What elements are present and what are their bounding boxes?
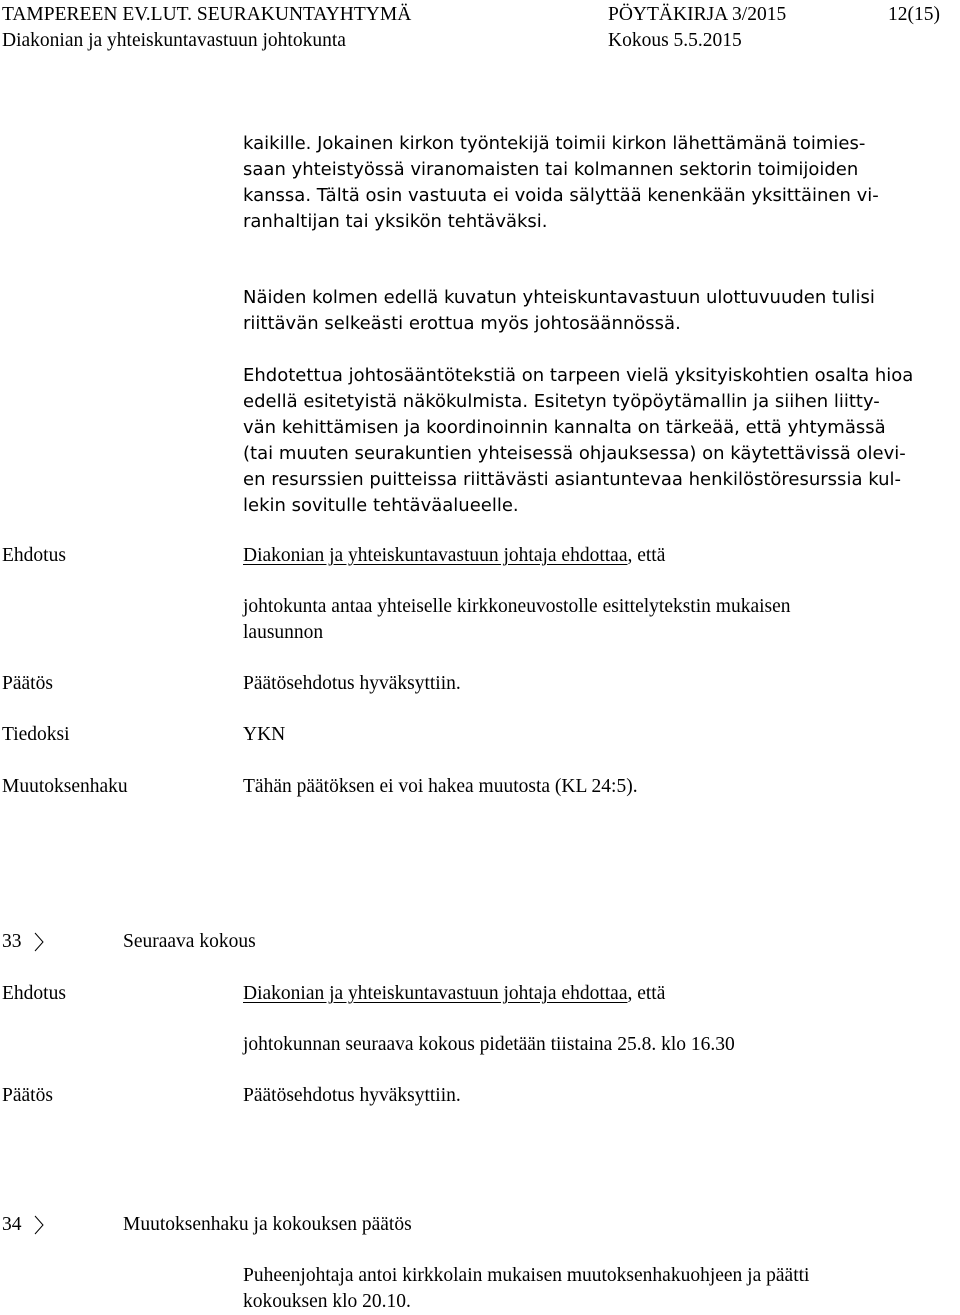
ehdotus-tail: , että — [627, 545, 666, 566]
header-org: TAMPEREEN EV.LUT. SEURAKUNTAYHTYMÄ — [2, 4, 412, 25]
section-34-title: Muutoksenhaku ja kokouksen päätös — [123, 1214, 412, 1235]
paatos-label: Päätös — [2, 673, 53, 694]
section-divider-icon — [32, 1212, 46, 1238]
paragraph-line: vän kehittämisen ja koordinoinnin kannalta on tärkeää, että yhtymässä — [243, 417, 886, 438]
proposal-line: lausunnon — [243, 622, 324, 643]
ehdotus-label: Ehdotus — [2, 545, 66, 566]
section-33-title: Seuraava kokous — [123, 931, 256, 952]
paragraph-line: (tai muuten seurakuntien yhteisessä ohjauksessa) on käytettävissä olevi- — [243, 443, 906, 464]
paatos-text: Päätösehdotus hyväksyttiin. — [243, 1085, 461, 1106]
ehdotus-label: Ehdotus — [2, 983, 66, 1004]
tiedoksi-text: YKN — [243, 724, 286, 745]
ehdotus-tail: , että — [627, 983, 666, 1004]
proposal-line: johtokunta antaa yhteiselle kirkkoneuvostolle esittelytekstin mukaisen — [243, 596, 791, 617]
paragraph-line: saan yhteistyössä viranomaisten tai kolmannen sektorin toimijoiden — [243, 159, 859, 180]
paragraph-3 — [243, 363, 923, 519]
muutoksenhaku-text: Tähän päätöksen ei voi hakea muutosta (KL 24:5). — [243, 776, 638, 797]
paatos-text: Päätösehdotus hyväksyttiin. — [243, 673, 461, 694]
closing-text — [243, 1263, 809, 1315]
header-board: Diakonian ja yhteiskuntavastuun johtokunta — [2, 30, 346, 51]
paragraph-line: en resurssien puitteissa riittävästi asiantuntevaa henkilöstöresurssia kul- — [243, 469, 901, 490]
paragraph-line: edellä esitetyistä näkökulmista. Esitetyn työpöytämallin ja siihen liitty- — [243, 391, 880, 412]
paragraph-1 — [243, 131, 923, 235]
paragraph-line: Ehdotettua johtosääntötekstiä on tarpeen vielä yksityiskohtien osalta hioa — [243, 365, 914, 386]
paragraph-line: lekin sovitulle tehtäväalueelle. — [243, 495, 519, 516]
ehdotus-proposer: Diakonian ja yhteiskuntavastuun johtaja ehdottaa — [243, 983, 628, 1004]
paragraph-line: ranhaltijan tai yksikön tehtäväksi. — [243, 211, 548, 232]
muutoksenhaku-label: Muutoksenhaku — [2, 776, 128, 797]
ehdotus-proposer: Diakonian ja yhteiskuntavastuun johtaja ehdottaa — [243, 545, 628, 566]
closing-line: kokouksen klo 20.10. — [243, 1291, 411, 1312]
paragraph-line: kanssa. Tältä osin vastuuta ei voida sälyttää kenenkään yksittäinen vi- — [243, 185, 879, 206]
paragraph-line: riittävän selkeästi erottua myös johtosäännössä. — [243, 313, 681, 334]
header-doc-type: PÖYTÄKIRJA 3/2015 — [608, 4, 787, 25]
paragraph-line: kaikille. Jokainen kirkon työntekijä toimii kirkon lähettämänä toimies- — [243, 133, 866, 154]
header-page-number: 12(15) — [888, 4, 940, 25]
ehdotus-intro — [243, 981, 665, 1007]
tiedoksi-label: Tiedoksi — [2, 724, 70, 745]
closing-line: Puheenjohtaja antoi kirkkolain mukaisen muutoksenhakuohjeen ja päätti — [243, 1265, 810, 1286]
proposal-text: johtokunnan seuraava kokous pidetään tiistaina 25.8. klo 16.30 — [243, 1034, 735, 1055]
proposal-text — [243, 594, 791, 646]
section-divider-icon — [32, 929, 46, 955]
paragraph-2 — [243, 285, 923, 337]
ehdotus-intro — [243, 543, 665, 569]
header-meeting: Kokous 5.5.2015 — [608, 30, 742, 51]
section-34-number: 34 — [2, 1214, 22, 1235]
paragraph-line: Näiden kolmen edellä kuvatun yhteiskuntavastuun ulottuvuuden tulisi — [243, 287, 875, 308]
paatos-label: Päätös — [2, 1085, 53, 1106]
section-33-number: 33 — [2, 931, 22, 952]
